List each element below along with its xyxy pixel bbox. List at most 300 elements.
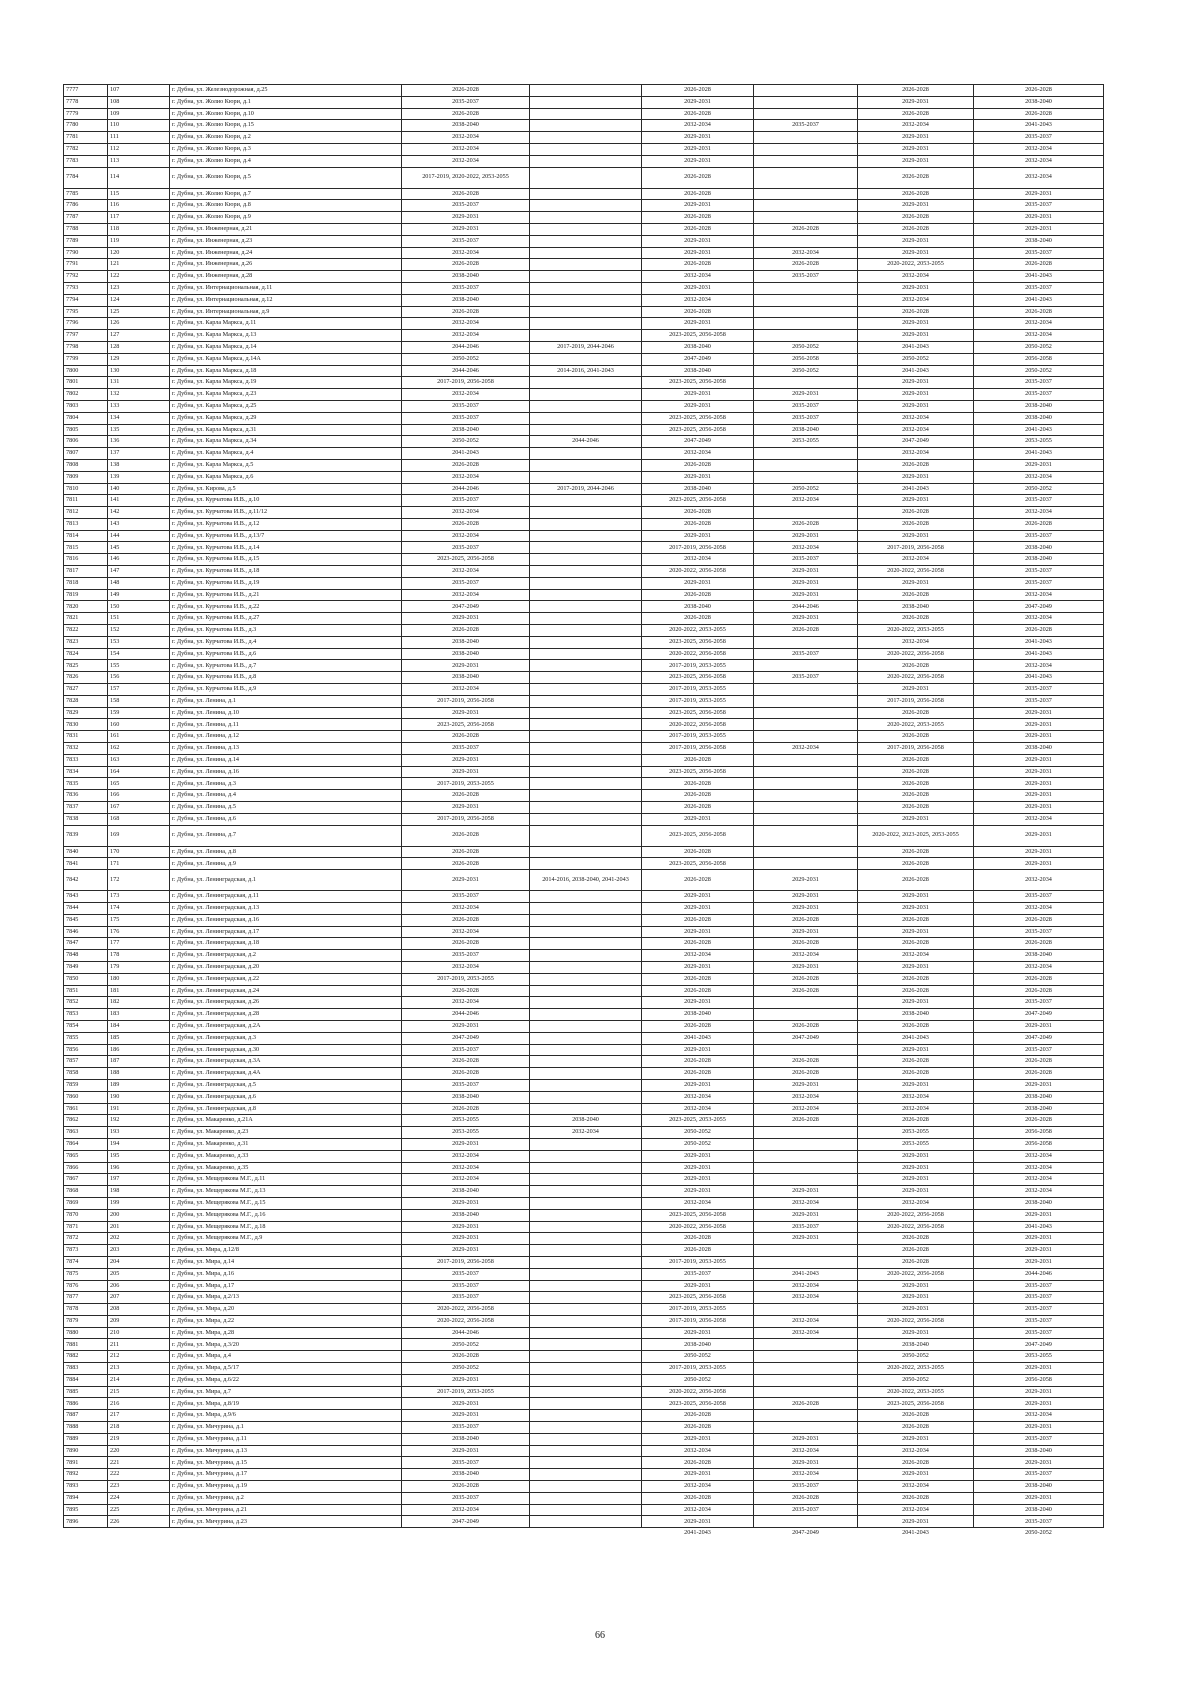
table-row — [64, 1079, 1104, 1091]
address-cell: г. Дубна, ул. Макаренко, д.23 — [170, 1127, 402, 1139]
period-1-cell: 2035-2037 — [402, 1044, 530, 1056]
period-1-cell: 2023-2025, 2056-2058 — [402, 554, 530, 566]
period-2-cell — [530, 707, 642, 719]
row-number-cell: 112 — [108, 143, 170, 155]
table-row — [64, 1410, 1104, 1422]
address-cell: г. Дубна, ул. Интернациональная, д.11 — [170, 282, 402, 294]
period-4-cell — [754, 1410, 858, 1422]
address-cell: г. Дубна, ул. Интернациональная, д.9 — [170, 306, 402, 318]
period-2-cell — [530, 802, 642, 814]
period-3-cell: 2047-2049 — [642, 436, 754, 448]
period-2-cell — [530, 120, 642, 132]
continuation-empty-cell — [108, 1528, 170, 1539]
table-row — [64, 436, 1104, 448]
period-2-cell — [530, 96, 642, 108]
row-id-cell: 7835 — [64, 778, 108, 790]
period-4-cell: 2035-2037 — [754, 554, 858, 566]
row-id-cell: 7797 — [64, 330, 108, 342]
row-number-cell: 130 — [108, 365, 170, 377]
period-3-cell: 2026-2028 — [642, 846, 754, 858]
period-1-cell: 2026-2028 — [402, 985, 530, 997]
row-number-cell: 152 — [108, 625, 170, 637]
period-4-cell — [754, 846, 858, 858]
period-2-cell — [530, 1339, 642, 1351]
row-number-cell: 133 — [108, 400, 170, 412]
address-cell: г. Дубна, ул. Ленина, д.6 — [170, 813, 402, 825]
period-6-cell: 2038-2040 — [974, 1197, 1104, 1209]
row-id-cell: 7843 — [64, 891, 108, 903]
period-4-cell: 2029-2031 — [754, 589, 858, 601]
period-2-cell — [530, 754, 642, 766]
period-6-cell: 2044-2046 — [974, 1268, 1104, 1280]
row-id-cell: 7809 — [64, 471, 108, 483]
period-3-cell: 2026-2028 — [642, 259, 754, 271]
period-5-cell: 2029-2031 — [858, 495, 974, 507]
address-cell: г. Дубна, ул. Мещерякова М.Г., д.9 — [170, 1233, 402, 1245]
row-id-cell: 7877 — [64, 1292, 108, 1304]
period-3-cell: 2032-2034 — [642, 1197, 754, 1209]
period-2-cell — [530, 973, 642, 985]
period-2-cell — [530, 294, 642, 306]
table-row — [64, 530, 1104, 542]
period-6-cell: 2038-2040 — [974, 1103, 1104, 1115]
period-1-cell: 2035-2037 — [402, 1492, 530, 1504]
period-3-cell: 2026-2028 — [642, 167, 754, 188]
period-4-cell: 2029-2031 — [754, 1433, 858, 1445]
period-1-cell: 2038-2040 — [402, 1186, 530, 1198]
period-6-cell: 2026-2028 — [974, 1115, 1104, 1127]
row-number-cell: 141 — [108, 495, 170, 507]
address-cell: г. Дубна, ул. Жолио Кюри, д.9 — [170, 212, 402, 224]
period-1-cell: 2029-2031 — [402, 1445, 530, 1457]
period-4-cell — [754, 377, 858, 389]
table-row — [64, 1374, 1104, 1386]
period-2-cell — [530, 1197, 642, 1209]
address-cell: г. Дубна, ул. Курчатова И.В., д.22 — [170, 601, 402, 613]
period-3-cell: 2026-2028 — [642, 306, 754, 318]
period-1-cell: 2026-2028 — [402, 459, 530, 471]
period-3-cell: 2029-2031 — [642, 1327, 754, 1339]
period-3-cell: 2035-2037 — [642, 1268, 754, 1280]
row-number-cell: 143 — [108, 518, 170, 530]
address-cell: г. Дубна, ул. Инженерная, д.26 — [170, 259, 402, 271]
period-4-cell: 2029-2031 — [754, 1079, 858, 1091]
period-1-cell: 2020-2022, 2056-2058 — [402, 1304, 530, 1316]
row-id-cell: 7810 — [64, 483, 108, 495]
row-number-cell: 145 — [108, 542, 170, 554]
period-1-cell: 2047-2049 — [402, 601, 530, 613]
row-id-cell: 7866 — [64, 1162, 108, 1174]
period-4-cell: 2026-2028 — [754, 914, 858, 926]
period-5-cell: 2032-2034 — [858, 271, 974, 283]
period-3-cell: 2032-2034 — [642, 294, 754, 306]
row-number-cell: 177 — [108, 938, 170, 950]
period-6-cell: 2026-2028 — [974, 85, 1104, 97]
period-6-cell: 2035-2037 — [974, 495, 1104, 507]
row-number-cell: 123 — [108, 282, 170, 294]
period-2-cell — [530, 212, 642, 224]
period-6-cell: 2029-2031 — [974, 1422, 1104, 1434]
row-number-cell: 166 — [108, 790, 170, 802]
period-4-cell — [754, 200, 858, 212]
period-3-cell: 2023-2025, 2056-2058 — [642, 825, 754, 846]
period-5-cell: 2029-2031 — [858, 1280, 974, 1292]
period-4-cell: 2029-2031 — [754, 961, 858, 973]
address-cell: г. Дубна, ул. Карла Маркса, д.5 — [170, 459, 402, 471]
address-cell: г. Дубна, ул. Карла Маркса, д.31 — [170, 424, 402, 436]
period-6-cell: 2029-2031 — [974, 459, 1104, 471]
table-row — [64, 400, 1104, 412]
row-number-cell: 192 — [108, 1115, 170, 1127]
period-4-cell — [754, 1138, 858, 1150]
address-cell: г. Дубна, ул. Мичурина, д.17 — [170, 1469, 402, 1481]
period-4-cell: 2029-2031 — [754, 1457, 858, 1469]
period-5-cell: 2050-2052 — [858, 353, 974, 365]
period-6-cell: 2035-2037 — [974, 1433, 1104, 1445]
table-row — [64, 903, 1104, 915]
row-number-cell: 117 — [108, 212, 170, 224]
period-1-cell: 2047-2049 — [402, 1516, 530, 1528]
continuation-p3-cell: 2041-2043 — [684, 1529, 711, 1537]
address-cell: г. Дубна, ул. Мичурина, д.11 — [170, 1433, 402, 1445]
row-number-cell: 184 — [108, 1020, 170, 1032]
table-row — [64, 1056, 1104, 1068]
row-id-cell: 7813 — [64, 518, 108, 530]
period-4-cell: 2035-2037 — [754, 400, 858, 412]
period-4-cell — [754, 96, 858, 108]
period-4-cell: 2029-2031 — [754, 1209, 858, 1221]
period-5-cell: 2029-2031 — [858, 282, 974, 294]
period-4-cell — [754, 1009, 858, 1021]
row-id-cell: 7870 — [64, 1209, 108, 1221]
period-6-cell: 2029-2031 — [974, 766, 1104, 778]
table-row — [64, 412, 1104, 424]
period-2-cell — [530, 914, 642, 926]
address-cell: г. Дубна, ул. Ленинградская, д.13 — [170, 903, 402, 915]
address-cell: г. Дубна, ул. Мира, д.22 — [170, 1315, 402, 1327]
period-2-cell: 2017-2019, 2044-2046 — [530, 341, 642, 353]
period-3-cell: 2026-2028 — [642, 589, 754, 601]
period-4-cell: 2026-2028 — [754, 259, 858, 271]
address-cell: г. Дубна, ул. Карла Маркса, д.13 — [170, 330, 402, 342]
period-3-cell: 2050-2052 — [642, 1127, 754, 1139]
period-1-cell: 2035-2037 — [402, 1268, 530, 1280]
table-row — [64, 1233, 1104, 1245]
table-row — [64, 707, 1104, 719]
period-1-cell: 2017-2019, 2056-2058 — [402, 813, 530, 825]
period-6-cell: 2041-2043 — [974, 120, 1104, 132]
table-row — [64, 108, 1104, 120]
period-1-cell: 2029-2031 — [402, 223, 530, 235]
period-1-cell: 2032-2034 — [402, 903, 530, 915]
row-number-cell: 146 — [108, 554, 170, 566]
period-4-cell: 2035-2037 — [754, 1221, 858, 1233]
row-number-cell: 153 — [108, 636, 170, 648]
period-6-cell: 2035-2037 — [974, 132, 1104, 144]
period-1-cell: 2032-2034 — [402, 507, 530, 519]
period-3-cell: 2020-2022, 2056-2058 — [642, 1386, 754, 1398]
period-6-cell: 2047-2049 — [974, 1032, 1104, 1044]
address-cell: г. Дубна, ул. Ленинградская, д.2 — [170, 950, 402, 962]
period-6-cell: 2041-2043 — [974, 636, 1104, 648]
address-cell: г. Дубна, ул. Курчатова И.В., д.10 — [170, 495, 402, 507]
row-id-cell: 7817 — [64, 566, 108, 578]
period-6-cell: 2026-2028 — [974, 1056, 1104, 1068]
period-1-cell: 2038-2040 — [402, 294, 530, 306]
period-2-cell — [530, 155, 642, 167]
period-2-cell — [530, 589, 642, 601]
row-id-cell: 7789 — [64, 235, 108, 247]
period-6-cell: 2038-2040 — [974, 1481, 1104, 1493]
period-2-cell — [530, 1315, 642, 1327]
row-number-cell: 207 — [108, 1292, 170, 1304]
period-4-cell: 2047-2049 — [754, 1032, 858, 1044]
period-3-cell: 2026-2028 — [642, 802, 754, 814]
period-5-cell: 2026-2028 — [858, 1457, 974, 1469]
period-2-cell — [530, 1433, 642, 1445]
period-3-cell: 2026-2028 — [642, 85, 754, 97]
address-cell: г. Дубна, ул. Ленинградская, д.20 — [170, 961, 402, 973]
row-id-cell: 7860 — [64, 1091, 108, 1103]
row-number-cell: 225 — [108, 1504, 170, 1516]
row-number-cell: 182 — [108, 997, 170, 1009]
period-4-cell — [754, 997, 858, 1009]
address-cell: г. Дубна, ул. Ленина, д.9 — [170, 858, 402, 870]
row-number-cell: 197 — [108, 1174, 170, 1186]
period-4-cell — [754, 790, 858, 802]
period-6-cell: 2032-2034 — [974, 471, 1104, 483]
period-2-cell — [530, 271, 642, 283]
period-4-cell: 2026-2028 — [754, 1068, 858, 1080]
period-4-cell: 2032-2034 — [754, 1445, 858, 1457]
row-id-cell: 7837 — [64, 802, 108, 814]
table-row — [64, 1469, 1104, 1481]
period-1-cell: 2032-2034 — [402, 132, 530, 144]
period-1-cell: 2041-2043 — [402, 448, 530, 460]
table-row — [64, 259, 1104, 271]
row-id-cell: 7791 — [64, 259, 108, 271]
row-id-cell: 7792 — [64, 271, 108, 283]
period-4-cell — [754, 235, 858, 247]
row-number-cell: 168 — [108, 813, 170, 825]
row-number-cell: 221 — [108, 1457, 170, 1469]
row-number-cell: 122 — [108, 271, 170, 283]
row-number-cell: 226 — [108, 1516, 170, 1528]
period-2-cell — [530, 306, 642, 318]
period-1-cell: 2038-2040 — [402, 636, 530, 648]
period-1-cell: 2029-2031 — [402, 802, 530, 814]
period-2-cell — [530, 1492, 642, 1504]
period-1-cell: 2023-2025, 2056-2058 — [402, 719, 530, 731]
continuation-p5-cell: 2041-2043 — [902, 1529, 929, 1537]
period-3-cell: 2026-2028 — [642, 1422, 754, 1434]
row-number-cell: 149 — [108, 589, 170, 601]
period-4-cell — [754, 448, 858, 460]
period-5-cell: 2026-2028 — [858, 507, 974, 519]
period-4-cell: 2035-2037 — [754, 672, 858, 684]
period-3-cell: 2017-2019, 2053-2055 — [642, 695, 754, 707]
table-row — [64, 1457, 1104, 1469]
row-id-cell: 7796 — [64, 318, 108, 330]
period-5-cell: 2041-2043 — [858, 341, 974, 353]
period-4-cell: 2032-2034 — [754, 1280, 858, 1292]
period-1-cell: 2035-2037 — [402, 542, 530, 554]
period-6-cell: 2032-2034 — [974, 589, 1104, 601]
table-row — [64, 341, 1104, 353]
table-row — [64, 1162, 1104, 1174]
period-6-cell: 2050-2052 — [974, 341, 1104, 353]
period-2-cell — [530, 530, 642, 542]
table-row — [64, 891, 1104, 903]
row-id-cell: 7878 — [64, 1304, 108, 1316]
period-5-cell: 2026-2028 — [858, 85, 974, 97]
period-5-cell: 2029-2031 — [858, 1292, 974, 1304]
period-6-cell: 2035-2037 — [974, 577, 1104, 589]
period-6-cell: 2035-2037 — [974, 1315, 1104, 1327]
row-number-cell: 212 — [108, 1351, 170, 1363]
address-cell: г. Дубна, ул. Курчатова И.В., д.27 — [170, 613, 402, 625]
row-id-cell: 7806 — [64, 436, 108, 448]
period-3-cell: 2017-2019, 2053-2055 — [642, 1256, 754, 1268]
period-1-cell: 2032-2034 — [402, 1504, 530, 1516]
period-6-cell: 2032-2034 — [974, 613, 1104, 625]
row-id-cell: 7811 — [64, 495, 108, 507]
table-row — [64, 648, 1104, 660]
period-3-cell: 2026-2028 — [642, 1457, 754, 1469]
period-3-cell: 2029-2031 — [642, 1469, 754, 1481]
address-cell: г. Дубна, ул. Ленинградская, д.28 — [170, 1009, 402, 1021]
period-6-cell: 2029-2031 — [974, 188, 1104, 200]
period-5-cell: 2032-2034 — [858, 294, 974, 306]
period-1-cell: 2035-2037 — [402, 495, 530, 507]
period-2-cell: 2014-2016, 2041-2043 — [530, 365, 642, 377]
period-4-cell: 2032-2034 — [754, 1103, 858, 1115]
period-5-cell: 2026-2028 — [858, 1256, 974, 1268]
period-5-cell: 2029-2031 — [858, 247, 974, 259]
period-3-cell: 2017-2019, 2053-2055 — [642, 731, 754, 743]
row-id-cell: 7846 — [64, 926, 108, 938]
row-id-cell: 7873 — [64, 1245, 108, 1257]
address-cell: г. Дубна, ул. Мира, д.12/8 — [170, 1245, 402, 1257]
table-row — [64, 1280, 1104, 1292]
table-row — [64, 1186, 1104, 1198]
period-6-cell: 2029-2031 — [974, 1492, 1104, 1504]
address-cell: г. Дубна, ул. Макаренко, д.21А — [170, 1115, 402, 1127]
period-4-cell: 2026-2028 — [754, 518, 858, 530]
period-4-cell: 2029-2031 — [754, 1233, 858, 1245]
period-3-cell: 2041-2043 — [642, 1032, 754, 1044]
row-number-cell: 113 — [108, 155, 170, 167]
period-1-cell: 2038-2040 — [402, 1469, 530, 1481]
row-id-cell: 7812 — [64, 507, 108, 519]
period-6-cell: 2026-2028 — [974, 518, 1104, 530]
period-5-cell: 2029-2031 — [858, 926, 974, 938]
row-id-cell: 7850 — [64, 973, 108, 985]
row-number-cell: 179 — [108, 961, 170, 973]
period-2-cell — [530, 1245, 642, 1257]
period-2-cell — [530, 938, 642, 950]
table-row — [64, 200, 1104, 212]
row-id-cell: 7814 — [64, 530, 108, 542]
row-number-cell: 157 — [108, 684, 170, 696]
row-id-cell: 7826 — [64, 672, 108, 684]
period-6-cell: 2038-2040 — [974, 743, 1104, 755]
period-4-cell: 2032-2034 — [754, 1091, 858, 1103]
address-cell: г. Дубна, ул. Ленина, д.11 — [170, 719, 402, 731]
address-cell: г. Дубна, ул. Мира, д.4 — [170, 1351, 402, 1363]
period-2-cell — [530, 1256, 642, 1268]
table-row — [64, 636, 1104, 648]
period-6-cell: 2047-2049 — [974, 601, 1104, 613]
address-cell: г. Дубна, ул. Ленинградская, д.4А — [170, 1068, 402, 1080]
row-id-cell: 7815 — [64, 542, 108, 554]
address-cell: г. Дубна, ул. Макаренко, д.35 — [170, 1162, 402, 1174]
period-4-cell — [754, 1174, 858, 1186]
period-1-cell: 2038-2040 — [402, 1091, 530, 1103]
period-3-cell: 2026-2028 — [642, 1245, 754, 1257]
table-row — [64, 1445, 1104, 1457]
table-row — [64, 766, 1104, 778]
address-cell: г. Дубна, ул. Жолио Кюри, д.5 — [170, 167, 402, 188]
table-row — [64, 625, 1104, 637]
period-1-cell: 2038-2040 — [402, 648, 530, 660]
period-2-cell — [530, 566, 642, 578]
row-number-cell: 217 — [108, 1410, 170, 1422]
period-5-cell: 2026-2028 — [858, 167, 974, 188]
period-3-cell: 2029-2031 — [642, 471, 754, 483]
row-id-cell: 7861 — [64, 1103, 108, 1115]
period-1-cell: 2029-2031 — [402, 1410, 530, 1422]
table-row — [64, 271, 1104, 283]
row-id-cell: 7862 — [64, 1115, 108, 1127]
period-4-cell — [754, 1516, 858, 1528]
period-4-cell: 2026-2028 — [754, 1020, 858, 1032]
period-3-cell: 2029-2031 — [642, 1044, 754, 1056]
period-5-cell: 2029-2031 — [858, 961, 974, 973]
period-5-cell: 2026-2028 — [858, 1056, 974, 1068]
period-3-cell: 2038-2040 — [642, 341, 754, 353]
period-4-cell — [754, 636, 858, 648]
table-row — [64, 1009, 1104, 1021]
period-2-cell — [530, 1221, 642, 1233]
period-5-cell: 2029-2031 — [858, 1174, 974, 1186]
period-1-cell: 2029-2031 — [402, 1233, 530, 1245]
period-6-cell: 2032-2034 — [974, 870, 1104, 891]
period-2-cell: 2044-2046 — [530, 436, 642, 448]
period-2-cell — [530, 353, 642, 365]
period-4-cell: 2026-2028 — [754, 1115, 858, 1127]
period-6-cell: 2038-2040 — [974, 554, 1104, 566]
row-id-cell: 7851 — [64, 985, 108, 997]
row-number-cell: 150 — [108, 601, 170, 613]
period-1-cell: 2029-2031 — [402, 707, 530, 719]
table-row — [64, 961, 1104, 973]
period-2-cell — [530, 743, 642, 755]
period-2-cell — [530, 518, 642, 530]
period-1-cell: 2032-2034 — [402, 471, 530, 483]
row-id-cell: 7848 — [64, 950, 108, 962]
period-3-cell: 2026-2028 — [642, 1492, 754, 1504]
period-6-cell: 2047-2049 — [974, 1009, 1104, 1021]
period-5-cell: 2026-2028 — [858, 1422, 974, 1434]
row-id-cell: 7800 — [64, 365, 108, 377]
address-cell: г. Дубна, ул. Карла Маркса, д.19 — [170, 377, 402, 389]
period-4-cell — [754, 459, 858, 471]
period-3-cell: 2026-2028 — [642, 1020, 754, 1032]
period-3-cell: 2026-2028 — [642, 459, 754, 471]
row-id-cell: 7847 — [64, 938, 108, 950]
table-row — [64, 802, 1104, 814]
